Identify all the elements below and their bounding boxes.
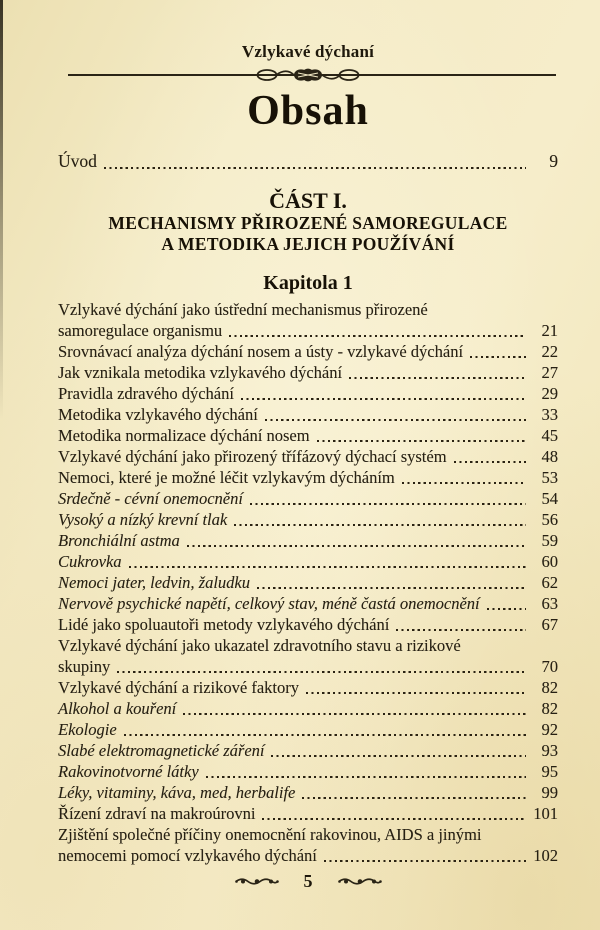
toc-entry-continuation: Vzlykavé dýchání jako ústřední mechanismus přirozené: [58, 300, 428, 319]
toc-entry: [58, 488, 558, 509]
toc-entry-page: 56: [541, 510, 558, 529]
toc-entry: [58, 593, 558, 614]
toc-entry-title: Metodika vzlykavého dýchání: [58, 405, 258, 424]
toc-entry-title: Vysoký a nízký krevní tlak: [58, 510, 228, 529]
toc-entry-continuation: Vzlykavé dýchání jako ukazatel zdravotního stavu a rizikové: [58, 636, 461, 655]
dot-leader: [402, 482, 526, 484]
dot-leader: [302, 797, 526, 799]
toc-entry-title: Nemoci jater, ledvin, žaludku: [58, 573, 251, 592]
toc-entry-page: 9: [549, 151, 558, 171]
part-subtitle-line1: MECHANISMY PŘIROZENÉ SAMOREGULACE: [108, 213, 508, 233]
toc-entry-continuation: Zjištění společné příčiny onemocnění rakovinou, AIDS a jinými: [58, 825, 482, 844]
toc-entry-page: 93: [541, 741, 558, 760]
toc-entry-title: Ekologie: [58, 720, 117, 739]
chapter-heading: Kapitola 1: [263, 272, 353, 294]
toc-entry: [58, 551, 558, 572]
toc-entry-page: 21: [541, 321, 558, 340]
toc-entry-page: 45: [541, 426, 558, 445]
toc-entry-page: 70: [541, 657, 558, 676]
toc-entry-title: Srovnávací analýza dýchání nosem a ústy - vzlykavé dýchání: [58, 342, 464, 361]
toc-entry-page: 33: [541, 405, 558, 424]
toc-entry-page: 54: [541, 489, 558, 508]
toc-entry-title: Řízení zdraví na makroúrovni: [58, 804, 256, 823]
toc-entry: [58, 467, 558, 488]
dot-leader: [124, 734, 526, 736]
toc-entry-title: Nemoci, které je možné léčit vzlykavým dýcháním: [58, 468, 395, 487]
toc-entry: [58, 572, 558, 593]
toc-entry-title: Bronchiální astma: [58, 531, 180, 550]
toc-entry-title: Rakovinotvorné látky: [58, 762, 199, 781]
toc-entry-page: 101: [533, 804, 558, 823]
dot-leader: [241, 398, 526, 400]
toc-entry-page: 92: [541, 720, 558, 739]
toc-entry: [58, 719, 558, 740]
dot-leader: [317, 440, 526, 442]
dot-leader: [104, 167, 526, 169]
toc-entry: [58, 404, 558, 425]
footer-ornament-left-icon: [234, 876, 280, 887]
toc-entry-title: Slabé elektromagnetické záření: [58, 741, 265, 760]
dot-leader: [187, 545, 526, 547]
toc-entry-page: 53: [541, 468, 558, 487]
toc-entry: [58, 698, 558, 719]
page-number: 5: [303, 871, 313, 891]
dot-leader: [183, 713, 526, 715]
toc-intro-row: [58, 150, 558, 173]
toc-entry-page: 82: [541, 699, 558, 718]
page-footer: [58, 871, 558, 906]
toc-entry: [58, 446, 558, 467]
dot-leader: [229, 335, 526, 337]
dot-leader: [349, 377, 526, 379]
part-subtitle-line2: A METODIKA JEJICH POUŽÍVÁNÍ: [161, 234, 455, 254]
dot-leader: [396, 629, 526, 631]
dot-leader: [271, 755, 526, 757]
dot-leader: [487, 608, 526, 610]
toc-entry-page: 102: [533, 846, 558, 865]
running-header-title: Vzlykavé dýchaní: [241, 42, 375, 61]
dot-leader: [324, 860, 526, 862]
dot-leader: [234, 524, 526, 526]
toc-entry-page: 63: [541, 594, 558, 613]
toc-entry: [58, 509, 558, 530]
toc-entry-page: 60: [541, 552, 558, 571]
dot-leader: [250, 503, 526, 505]
toc-entry: [58, 740, 558, 761]
dot-leader: [206, 776, 526, 778]
toc-entry: [58, 530, 558, 551]
toc-entry-page: 27: [541, 363, 558, 382]
toc-entry: [58, 299, 558, 341]
toc-entry: [58, 677, 558, 698]
toc-entry-title: Pravidla zdravého dýchání: [58, 384, 234, 403]
toc-entry-title: Metodika normalizace dýchání nosem: [58, 426, 310, 445]
toc-entry: [58, 383, 558, 404]
dot-leader: [262, 818, 526, 820]
header-divider: [58, 68, 558, 82]
toc-entry-title: Úvod: [58, 151, 97, 171]
toc-entry-page: 22: [541, 342, 558, 361]
toc-entry-title: Srdečně - cévní onemocnění: [58, 489, 243, 508]
toc-entry-page: 48: [541, 447, 558, 466]
dot-leader: [257, 587, 526, 589]
dot-leader: [117, 671, 526, 673]
toc-entry-page: 62: [541, 573, 558, 592]
toc-entry-page: 82: [541, 678, 558, 697]
header-ornament-icon: [256, 68, 360, 82]
toc-entry-title: Nervově psychické napětí, celkový stav, méně častá onemocnění: [58, 594, 480, 613]
toc-entry-title: nemocemi pomocí vzlykavého dýchání: [58, 846, 317, 865]
dot-leader: [306, 692, 526, 694]
toc-entry-title: samoregulace organismu: [58, 321, 223, 340]
dot-leader: [129, 566, 526, 568]
toc-entry-title: Vzlykavé dýchání a rizikové faktory: [58, 678, 299, 697]
toc-entry: [58, 761, 558, 782]
page-title: Obsah: [247, 88, 369, 134]
toc-entry-title: Lidé jako spoluautoři metody vzlykavého dýchání: [58, 615, 390, 634]
toc-entry: [58, 824, 558, 866]
toc-entry: [58, 614, 558, 635]
toc-entry-page: 67: [541, 615, 558, 634]
toc-entry-page: 59: [541, 531, 558, 550]
toc-entry: [58, 635, 558, 677]
footer-ornament-right-icon: [337, 876, 383, 887]
dot-leader: [265, 419, 526, 421]
dot-leader: [454, 461, 526, 463]
toc-entry-page: 29: [541, 384, 558, 403]
toc-entry-page: 99: [541, 783, 558, 802]
toc-entry-title: skupiny: [58, 657, 111, 676]
toc-entry: [58, 803, 558, 824]
toc-entry-page: 95: [541, 762, 558, 781]
toc-entry: [58, 782, 558, 803]
toc-entry: [58, 425, 558, 446]
toc-entry: [58, 341, 558, 362]
toc-list: [58, 299, 558, 866]
toc-entry-title: Jak vznikala metodika vzlykavého dýchání: [58, 363, 343, 382]
toc-entry-title: Alkohol a kouření: [58, 699, 177, 718]
toc-entry-title: Vzlykavé dýchání jako přirozený třífázový dýchací systém: [58, 447, 447, 466]
part-heading: ČÁST I.: [269, 188, 347, 213]
toc-entry: [58, 362, 558, 383]
dot-leader: [470, 356, 526, 358]
toc-entry-title: Cukrovka: [58, 552, 122, 571]
toc-entry-title: Léky, vitaminy, káva, med, herbalife: [58, 783, 296, 802]
